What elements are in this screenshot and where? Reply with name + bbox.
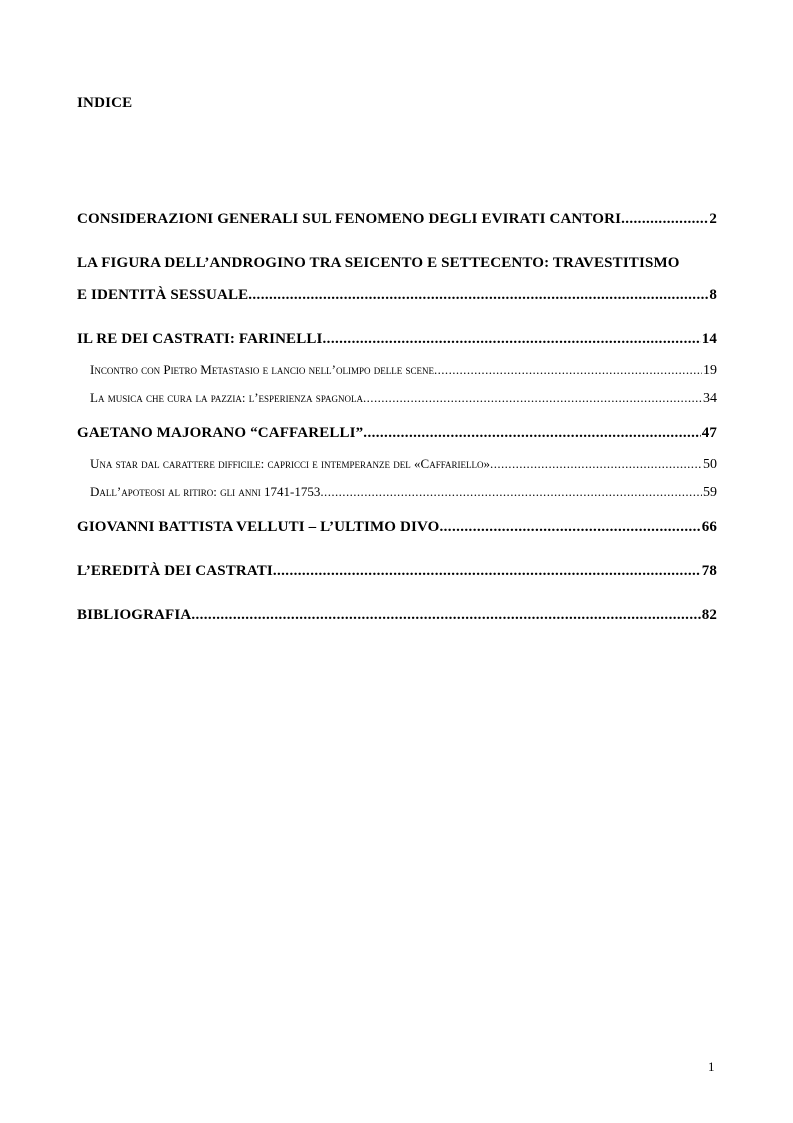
toc-leader-dots — [434, 359, 702, 381]
toc-entry-bibliografia[interactable] — [77, 604, 717, 626]
toc-leader-dots — [621, 208, 708, 230]
toc-entry-caffarelli[interactable] — [77, 422, 717, 444]
toc-subentries-farinelli — [77, 359, 717, 409]
toc-subentry-spagnola[interactable] — [77, 387, 717, 409]
toc-page-number: 47 — [701, 425, 717, 441]
toc-subentry-metastasio[interactable] — [77, 359, 717, 381]
toc-page-number: 78 — [701, 563, 717, 579]
table-of-contents — [77, 208, 717, 626]
toc-entry-eredita[interactable] — [77, 560, 717, 582]
toc-entry-farinelli[interactable] — [77, 328, 717, 350]
toc-entry-velluti[interactable] — [77, 516, 717, 538]
page-title: INDICE — [77, 95, 133, 111]
toc-entry-title-line1: LA FIGURA DELL’ANDROGINO TRA SEICENTO E SETTECENTO: TRAVESTITISMO — [77, 255, 680, 271]
toc-leader-dots — [320, 481, 702, 503]
toc-subentry-apoteosi[interactable] — [77, 481, 717, 503]
toc-leader-dots — [440, 516, 701, 538]
toc-entry-title: GIOVANNI BATTISTA VELLUTI – L’ULTIMO DIVO — [77, 519, 440, 535]
toc-leader-dots — [490, 453, 702, 475]
page-number: 1 — [708, 1059, 715, 1074]
toc-entry-title: Una star dal carattere difficile: capricci e intemperanze del «Caffariello» — [90, 456, 491, 471]
toc-entry-title: Incontro con Pietro Metastasio e lancio nell’olimpo delle scene — [90, 362, 434, 377]
toc-entry-title: CONSIDERAZIONI GENERALI SUL FENOMENO DEGLI EVIRATI CANTORI — [77, 211, 622, 227]
toc-entry-title: GAETANO MAJORANO “CAFFARELLI” — [77, 425, 364, 441]
toc-leader-dots — [323, 328, 701, 350]
toc-page-number: 66 — [701, 519, 717, 535]
toc-entry-title: IL RE DEI CASTRATI: FARINELLI — [77, 331, 323, 347]
toc-entry-title: BIBLIOGRAFIA — [77, 607, 192, 623]
toc-page-number: 59 — [703, 485, 717, 500]
toc-page-number: 2 — [709, 211, 717, 227]
toc-leader-dots — [363, 422, 700, 444]
toc-page-number: 14 — [701, 331, 717, 347]
toc-page-number: 34 — [703, 391, 717, 406]
toc-page-number: 8 — [709, 287, 717, 303]
toc-entry-androgino[interactable] — [77, 252, 717, 306]
toc-leader-dots — [273, 560, 701, 582]
toc-entry-considerazioni[interactable] — [77, 208, 717, 230]
toc-entry-title: L’EREDITÀ DEI CASTRATI — [77, 563, 273, 579]
toc-leader-dots — [248, 284, 708, 306]
toc-leader-dots — [191, 604, 700, 626]
toc-entry-title-line2: E IDENTITÀ SESSUALE — [77, 287, 249, 303]
toc-subentry-star[interactable] — [77, 453, 717, 475]
toc-entry-title: La musica che cura la pazzia: l’esperienza spagnola — [90, 390, 363, 405]
toc-page-number: 82 — [701, 607, 717, 623]
toc-page-number: 19 — [703, 363, 717, 378]
toc-entry-title: Dall’apoteosi al ritiro: gli anni 1741-1753 — [90, 484, 321, 499]
toc-leader-dots — [363, 387, 702, 409]
toc-page-number: 50 — [703, 457, 717, 472]
toc-subentries-caffarelli — [77, 453, 717, 503]
